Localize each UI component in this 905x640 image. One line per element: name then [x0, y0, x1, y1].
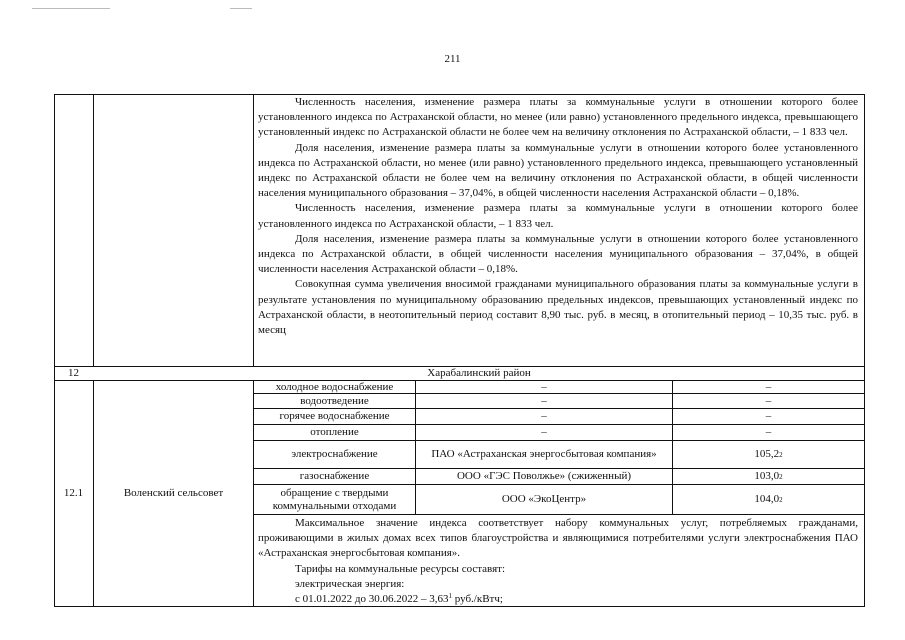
service-index [673, 394, 864, 408]
service-index [673, 425, 864, 440]
index-value: – [765, 410, 772, 423]
row-divider [253, 514, 865, 515]
page-number: 211 [444, 53, 461, 65]
index-value: 103,0 [754, 470, 780, 483]
scan-artifact [32, 8, 110, 9]
service-provider: – [541, 410, 547, 423]
paragraph: Численность населения, изменение размера платы за коммунальные услуги в отношении которого более установленного индекса по Астраханской области, – 1 833 чел. [258, 202, 858, 230]
service-name: электроснабжение [291, 448, 378, 461]
index-value: 105,2 [754, 448, 780, 461]
top-text-block [258, 95, 858, 338]
tariff-type: электрическая энергия: [295, 577, 405, 590]
service-provider: ООО «ГЭС Поволжье» (сжиженный) [456, 470, 632, 483]
index-value: – [765, 426, 772, 439]
service-index [673, 409, 864, 424]
settlement-name: Воленский сельсовет [123, 487, 224, 500]
service-name: холодное водоснабжение [275, 380, 394, 393]
service-name: отопление [310, 426, 359, 439]
index-value: 104,0 [754, 493, 780, 506]
service-name: горячее водоснабжение [279, 410, 390, 423]
index-value: – [765, 394, 772, 407]
scan-artifact [230, 8, 252, 9]
service-provider: – [541, 380, 547, 393]
service-provider: ООО «ЭкоЦентр» [501, 493, 587, 506]
tariff-line [258, 592, 858, 607]
tariff-line-text: с 01.01.2022 до 30.06.2022 – 3,63 [295, 593, 449, 606]
col-divider [253, 94, 254, 367]
service-provider: – [541, 426, 547, 439]
service-index: 103,0 2 [754, 470, 783, 483]
service-index [673, 381, 864, 393]
bottom-text-block [258, 516, 858, 607]
index-value: – [765, 380, 772, 393]
tariff-footnote-mark: 1 [448, 592, 452, 601]
paragraph: Доля населения, изменение размера платы за коммунальные услуги в отношении которого более установленного индекса по Астраханской области, но менее (или равно) установленного предельного индекса, превышающего установленный индекс по Астраханской области не более чем на величину отклонения по Астраханской области, в общей численности населения муниципального образования – 37,04%, в общей численности населения Астраханской области – 0,18%. [258, 141, 858, 200]
district-number: 12 [68, 367, 79, 380]
paragraph: Совокупная сумма увеличения вносимой гражданами муниципального образования платы за коммунальные услуги в результате установления по муниципальному образованию предельных индексов, превышающих установленный индекс по Астраханской области, в неотопительный период составит 8,90 тыс. руб. в месяц, в отопительный период – 10,35 тыс. руб. в месяц [258, 278, 858, 337]
service-name: водоотведение [300, 394, 369, 407]
service-name: обращение с твердыми коммунальными отходами [272, 487, 397, 512]
service-provider: – [541, 394, 547, 407]
paragraph: Доля населения, изменение размера платы за коммунальные услуги в отношении которого более установленного индекса по Астраханской области, в общей численности населения муниципального образования – 37,04%, в общей численности населения Астраханской области – 0,18%. [258, 232, 858, 276]
table-right-border [864, 94, 865, 607]
tariff-line-unit: руб./кВтч; [451, 593, 503, 606]
settlement-number: 12.1 [63, 487, 84, 500]
col-divider [93, 94, 94, 367]
service-provider: ПАО «Астраханская энергосбытовая компания» [431, 448, 657, 461]
district-name: Харабалинский район [427, 367, 531, 380]
service-name: газоснабжение [299, 470, 370, 483]
tariffs-heading: Тарифы на коммунальные ресурсы составят: [295, 562, 506, 575]
paragraph: Численность населения, изменение размера платы за коммунальные услуги в отношении которого более установленного индекса по Астраханской области, но менее (или равно) установленного предельного индекса, превышающего установленный индекс по Астраханской области не более чем на величину отклонения по Астраханской области, – 1 833 чел. [258, 96, 858, 139]
service-index: 105,2 2 [754, 448, 783, 461]
service-index: 104,0 2 [754, 493, 783, 506]
paragraph: Максимальное значение индекса соответствует набору коммунальных услуг, потребляемых гражданами, проживающими в жилых домах всех типов благоустройства и являющимися потребителями услуги электроснабжения ПАО «Астраханская энергосбытовая компания». [258, 517, 858, 560]
